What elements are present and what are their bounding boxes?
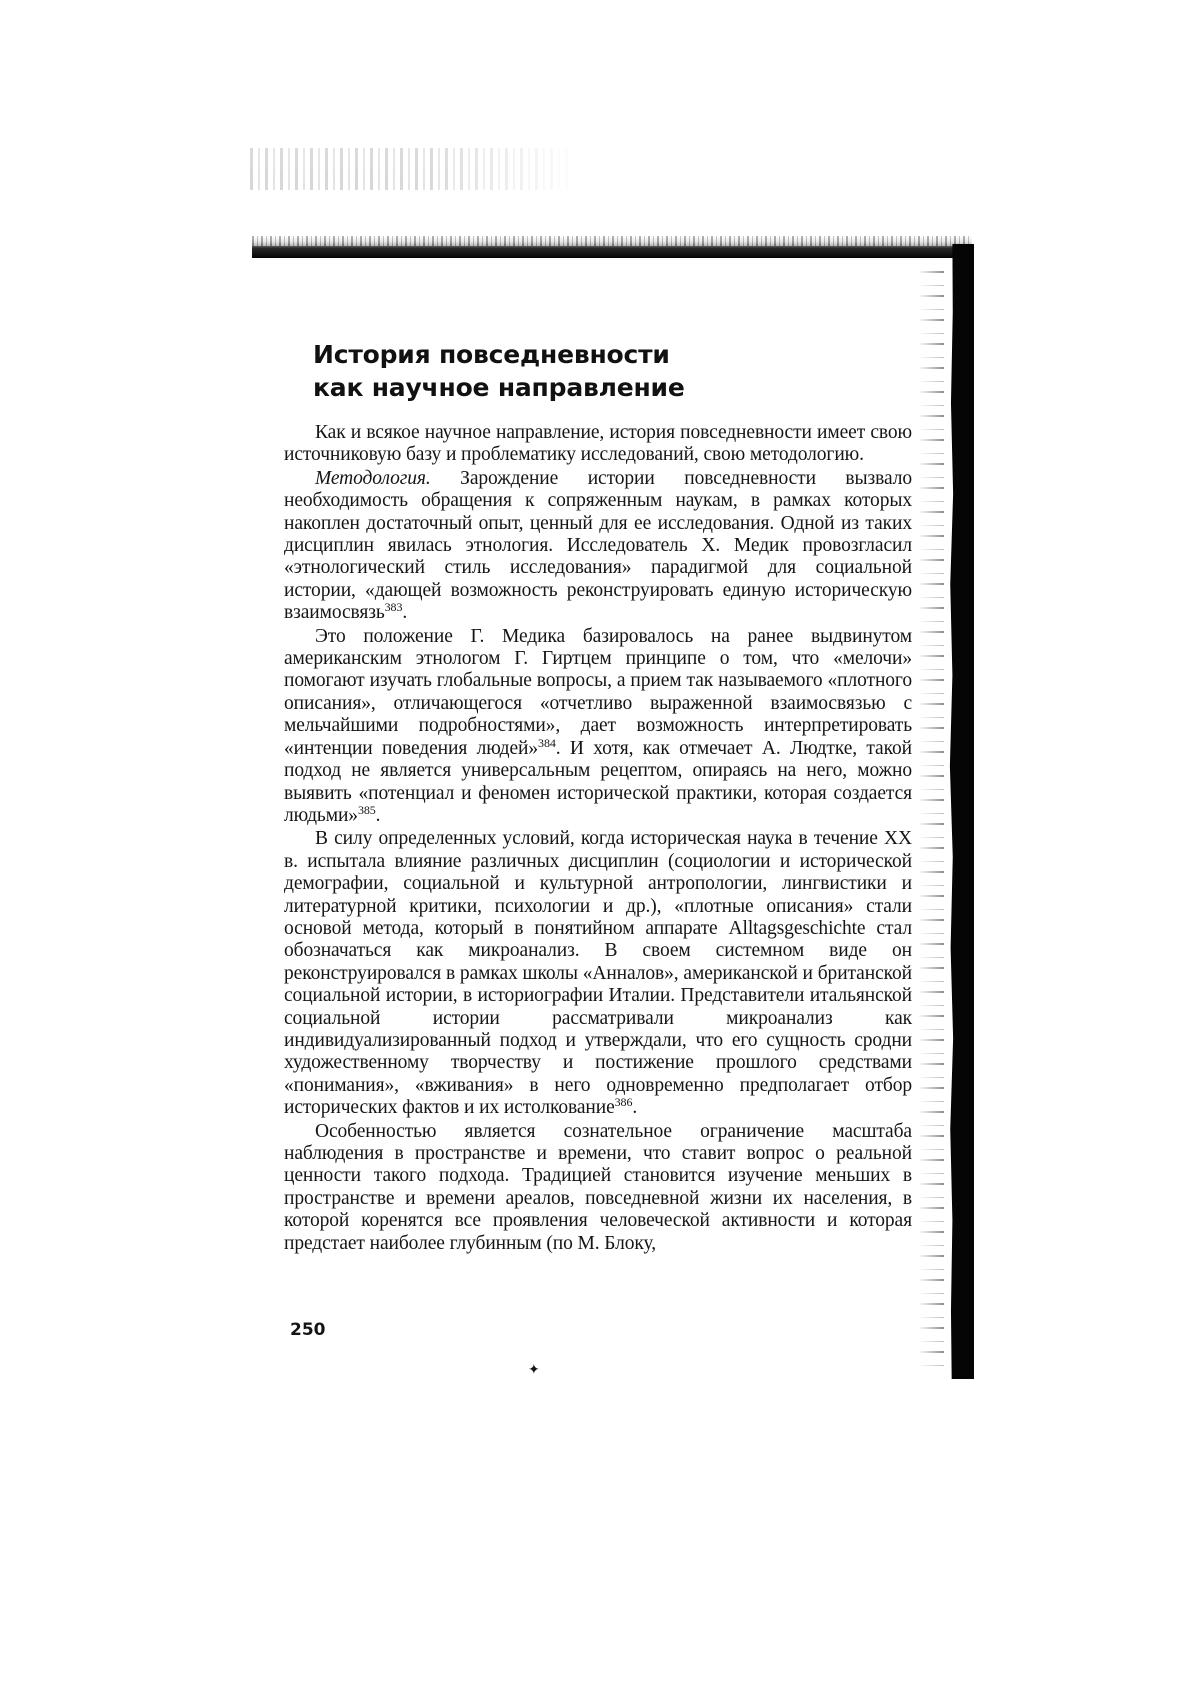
footnote-ref: 383 <box>384 600 403 615</box>
paragraph <box>284 1121 912 1255</box>
paragraph-text: В силу определенных условий, когда историческая наука в течение XX в. испытала влияние различных дисциплин (социологии и исторической демографии, социальной и культурной антропологии, лингвистики и литературной критики, психологии и др.), «плотные описания» стали основой метода, который в понятийном аппарате Alltagsgeschichte стал обозначаться как микроанализ. В своем системном виде он реконструировался в рамках школы «Анналов», американской и британской социальной истории, в историографии Италии. Представители итальянской социальной истории рассматривали микроанализ как индивидуализированный подход и утверждали, что его сущность сродни художественному творчеству и постижение прошлого средствами «понимания», «вживания» в него одновременно предполагает отбор исторических фактов и их истолкование <box>284 828 912 1119</box>
footnote-ref: 384 <box>538 735 556 750</box>
paragraph-text: . <box>632 1097 638 1119</box>
body-text <box>284 422 912 1255</box>
paragraph <box>284 422 912 467</box>
paragraph-text: Зарождение истории повседневности вызвало необходимость обращения к сопряженным наукам, в рамках которых накоплен достаточный опыт, ценный для ее исследования. Одной из таких дисциплин явилась этнология. Исследователь Х. Медик провозгласил «этнологический стиль исследования» парадигмой для социальной истории, «дающей возможность реконструировать единую историческую взаимосвязь <box>284 467 912 624</box>
scan-stray-mark: ✦ <box>528 1363 540 1378</box>
paragraph-text: . И хотя, как отмечает А. Людтке, такой подход не является универсальным рецептом, опираясь на него, можно выявить «потенциал и феномен исторической практики, которая создается людьми» <box>284 737 912 826</box>
footnote-ref: 386 <box>614 1095 633 1110</box>
paragraph-text: . <box>375 804 381 826</box>
paragraph <box>284 626 912 828</box>
page-title-line: как научное направление <box>313 373 685 402</box>
paragraph <box>284 828 912 1119</box>
scan-edge-noise <box>918 262 944 1372</box>
scan-bleed-through <box>250 170 480 190</box>
run-in-heading: Методология. <box>315 467 431 489</box>
paragraph-text: Это положение Г. Медика базировалось на ранее выдвинутом американским этнологом Г. Гиртцем принципе о том, что «мелочи» помогают изучать глобальные вопросы, а прием так называемого «плотного описания», отличающегося «отчетливо выраженной взаимосвязью с мельчайшими подробностями», дает возможность интерпретировать «интенции поведения людей» <box>284 625 912 759</box>
page-title <box>313 338 685 404</box>
paragraph-text: . <box>402 602 408 624</box>
page-title-line: История повседневности <box>313 340 670 369</box>
footnote-ref: 385 <box>357 802 376 817</box>
paragraph-text: Как и всякое научное направление, история повседневности имеет свою источниковую базу и проблематику исследований, свою методологию. <box>284 422 912 466</box>
paragraph <box>284 468 912 625</box>
scan-top-edge-shadow <box>252 236 972 258</box>
paragraph-text: Особенностью является сознательное ограничение масштаба наблюдения в пространстве и времени, что ставит вопрос о реальной ценности такого подхода. Традицией становится изучение меньших в пространстве и времени ареалов, повседневной жизни их населения, в которой коренятся все проявления человеческой активности и которая предстает наиболее глубинным (по М. Блоку, <box>284 1120 912 1254</box>
page-number: 250 <box>290 1320 326 1340</box>
